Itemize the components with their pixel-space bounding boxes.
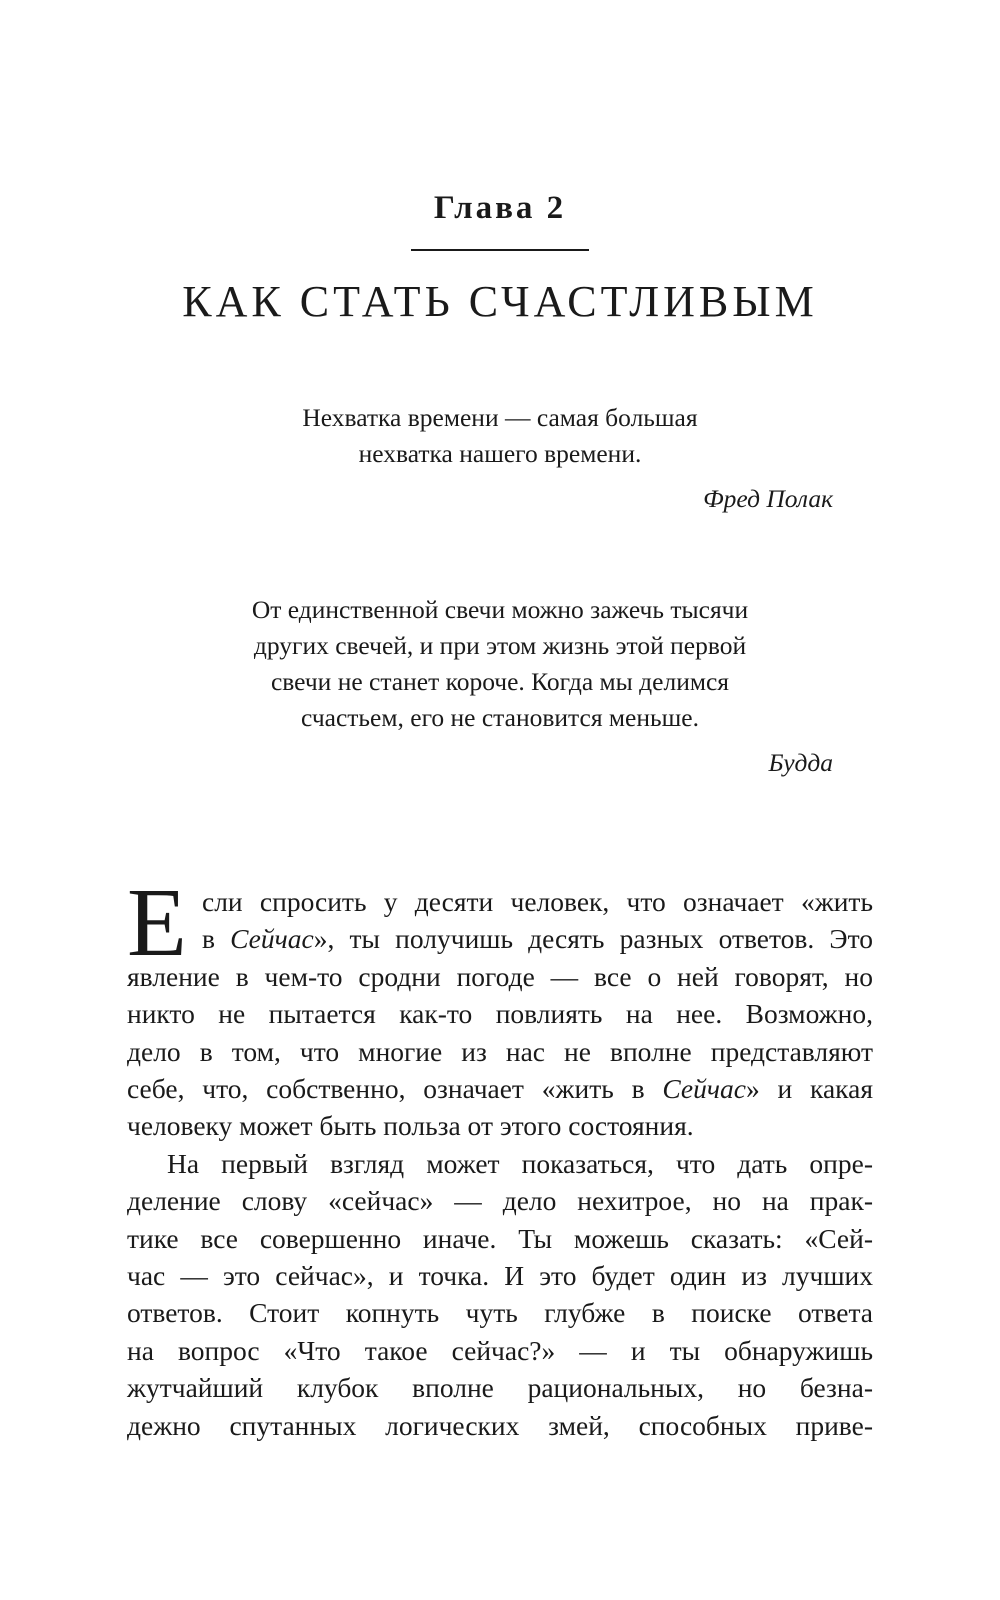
text-line: сли спросить у десяти человек, что означает «жить [202, 886, 873, 917]
italic-fragment: Сейчас [662, 1073, 746, 1105]
text-fragment: », ты получишь десять разных ответов. Это [313, 923, 873, 955]
epigraph-line: От единственной свечи можно зажечь тысячи [251, 595, 749, 624]
chapter-divider [411, 249, 589, 251]
text-line: никто не пытается как-то повлиять на нее. Возможно, [127, 998, 873, 1030]
italic-fragment: Сейчас [230, 923, 314, 955]
epigraph-quote [150, 592, 850, 736]
epigraph-quote [150, 400, 850, 472]
drop-cap: Е [127, 869, 187, 977]
epigraph-line: свечи не станет короче. Когда мы делимся [270, 667, 730, 696]
text-line [127, 1070, 873, 1107]
epigraph-line: счастьем, его не становится меньше. [301, 703, 699, 732]
text-line: час — это сейчас», и точка. И это будет один из лучших [127, 1260, 873, 1292]
epigraph-author: Фред Полак [703, 484, 833, 513]
epigraph-buddha [150, 592, 850, 781]
text-line: человеку может быть польза от этого состояния. [127, 1110, 694, 1142]
text-line: На первый взгляд может показаться, что дать опре- [167, 1147, 873, 1179]
chapter-label: Глава 2 [433, 190, 567, 226]
text-line [127, 920, 873, 957]
text-line: дело в том, что многие из нас не вполне представляют [127, 1035, 873, 1067]
text-line: дежно спутанных логических змей, способных приве- [127, 1409, 873, 1441]
text-line: жутчайший клубок вполне рациональных, но безна- [127, 1372, 873, 1404]
epigraph-polak [150, 400, 850, 517]
text-line: явление в чем-то сродни погоде — все о ней говорят, но [127, 960, 873, 992]
epigraph-author: Будда [768, 748, 833, 777]
text-fragment: » и какая [745, 1073, 873, 1105]
text-line: на вопрос «Что такое сейчас?» — и ты обнаружишь [127, 1334, 873, 1366]
text-line: тике все совершенно иначе. Ты можешь сказать: «Сей- [127, 1222, 873, 1254]
paragraph-2 [127, 1145, 873, 1444]
text-line: ответов. Стоит копнуть чуть глубже в поиске ответа [127, 1297, 873, 1329]
epigraph-line: нехватка нашего времени. [358, 439, 642, 468]
epigraph-line: Нехватка времени — самая большая [302, 403, 698, 432]
chapter-body [127, 869, 873, 1444]
chapter-title: КАК СТАТЬ СЧАСТЛИВЫМ [182, 277, 818, 326]
text-line: деление слову «сейчас» — дело нехитрое, но на прак- [127, 1185, 873, 1217]
paragraph-1 [127, 869, 873, 1145]
text-fragment: в [202, 923, 231, 955]
text-fragment: себе, что, собственно, означает «жить в [127, 1073, 663, 1105]
epigraph-line: других свечей, и при этом жизнь этой первой [253, 631, 747, 660]
